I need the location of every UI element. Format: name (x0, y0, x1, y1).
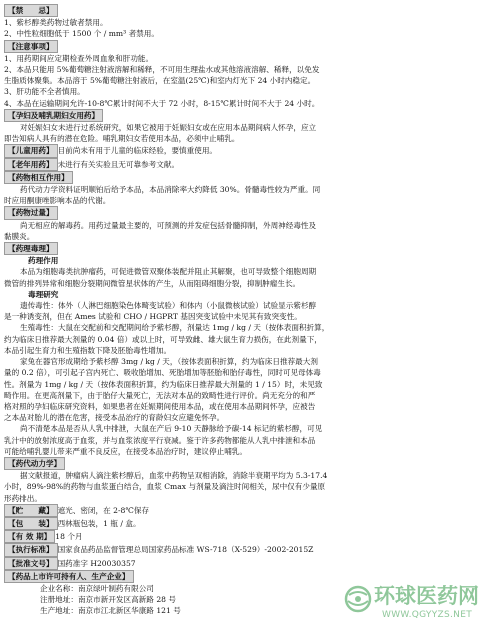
package-text: 西林瓶包装，1 瓶 / 盒。 (57, 518, 141, 528)
precautions-line: 4、本品在运输期间允许-10-8℃累计时间不大于 72 小时，8-15℃累计时间不大于 24 小时。 (4, 98, 320, 108)
validity-text: 18 个月 (55, 532, 83, 542)
precautions-heading: 【注意事项】 (4, 40, 58, 53)
contraindications-heading: 【禁 忌】 (4, 4, 58, 17)
pediatric-text: 目前尚未有用于儿童的临床经验，要慎重使用。 (57, 146, 218, 156)
geriatric-heading: 【老年用药】 (4, 158, 58, 171)
toxicology-line: 家兔在器官形成期给予紫杉醇 3mg / kg / 天，（按体表面积折算，约为临床日推荐最大剂 (20, 357, 318, 367)
toxicology-line: 尚不清楚本品是否从人乳中排泄，大鼠在产后 9-10 天静脉给予碳-14 标记的紫杉醇，可见 (20, 424, 323, 434)
toxicology-line: 之本品对胎儿的潜在危害，接受本品治疗的育龄妇女应避免怀孕。 (4, 413, 225, 423)
pregnancy-line: 即告知病人具有的潜在危险。哺乳期妇女若使用本品，必须中止哺乳。 (4, 134, 240, 144)
overdose-heading: 【药物过量】 (4, 206, 58, 219)
toxicology-line: 性。剂量为 1mg / kg / 天（按体表面积折算，约为临床日推荐最大剂量的 1 / 15）时，未见致 (4, 379, 323, 389)
pharmacology-heading: 【药理毒理】 (4, 242, 58, 255)
holder-heading: 【药品上市许可持有人、生产企业】 (4, 570, 134, 583)
watermark-title: 环球医药网 (374, 584, 479, 608)
toxicology-title: 毒理研究 (28, 289, 59, 299)
toxicology-line: 量的 0.2 倍），可引起子宫内死亡、吸收胎增加、死胎增加等胚胎和胎仔毒性，同时可见母体毒 (4, 368, 321, 378)
globe-logo-icon (344, 585, 372, 613)
toxicology-line: 本品引起生育力和生殖指数下降及胚胎毒性增加。 (4, 345, 172, 355)
standard-heading: 【执行标准】 (4, 543, 58, 556)
pregnancy-line: 对妊娠妇女未进行过系统研究，如果它被用于妊娠妇女或在应用本品期间病人怀孕，应立 (20, 123, 317, 133)
pharmacokinetics-heading: 【药代动力学】 (4, 457, 65, 470)
drug-insert-document (4, 4, 496, 627)
toxicology-line: 可能给哺乳婴儿带来严重不良反应，在接受本品治疗时，建议停止哺乳。 (4, 446, 247, 456)
geriatric-text: 未进行有关实验且无可靠参考文献。 (57, 159, 180, 169)
holder-production-address: 生产地址：南京市江北新区华康路 121 号 (40, 606, 181, 616)
pharmacokinetics-line: 据文献报道，肿瘤病人滴注紫杉醇后，血浆中药物呈双相消除，消除半衰期平均为 5.3-17.4 (20, 471, 328, 481)
validity-heading: 【有 效 期】 (4, 530, 55, 543)
storage-text: 遮光、密闭，在 2-8℃保存 (57, 505, 150, 515)
storage-heading: 【贮 藏】 (4, 504, 58, 517)
toxicology-line: 遗传毒性：体外（人淋巴细胞染色体畸变试验）和体内（小鼠微核试验）试验显示紫杉醇 (20, 301, 317, 311)
toxicology-line: 畸作用。在更高剂量下，由于胎仔大量死亡，无法对本品的致畸性进行评价。尚无充分的和严 (4, 390, 316, 400)
pharmacology-action-line: 微管的排列异常和细胞分裂期间微管星状体的产生，从而阻碍细胞分裂，抑制肿瘤生长。 (4, 278, 301, 288)
overdose-line: 黏膜炎。 (4, 231, 35, 241)
holder-registered-address: 注册地址：南京市新开发区高新路 28 号 (40, 595, 176, 605)
holder-company-line: 企业名称：南京绿叶制药有限公司 (40, 583, 154, 593)
toxicology-line: 约为临床日推荐最大剂量的 0.04 倍）或以上时，可导致雌、雄大鼠生育力损伤，在此剂量下， (4, 334, 322, 344)
approval-heading: 【批准文号】 (4, 557, 58, 570)
precautions-line: 1、用药期间应定期检查外周血象和肝功能。 (4, 53, 154, 63)
contraindications-line: 1、紫杉醇类药物过敏者禁用。 (4, 18, 108, 28)
package-heading: 【包 装】 (4, 517, 58, 530)
interactions-line: 药代动力学资料证明顺铂后给予本品，本品消除率大约降低 30%。骨髓毒性较为严重。同 (20, 185, 321, 195)
interactions-heading: 【药物相互作用】 (4, 171, 73, 184)
pharmacology-action-title: 药理作用 (28, 256, 59, 266)
watermark-url: WWW.QGYYZS.NET (382, 610, 472, 620)
contraindications-line: 2、中性粒细胞低于 1500 个 / mm³ 者禁用。 (4, 29, 159, 39)
toxicology-line: 生殖毒性：大鼠在交配前和交配期间给予紫杉醇，剂量达 1mg / kg / 天（按体表面积折算， (20, 323, 330, 333)
approval-text: 国药准字 H20030357 (57, 558, 136, 568)
pediatric-heading: 【儿童用药】 (4, 144, 58, 157)
precautions-line: 生脂质体聚集。本品溶于 5%葡萄糖注射液后，在室温(25℃)和室内灯光下 24 小时内稳定。 (4, 76, 316, 86)
standard-text: 国家食品药品监督管理总局国家药品标准 WS-718（X-529）-2002-2015Z (57, 545, 314, 555)
toxicology-line: 格对照的孕妇临床研究资料，如果患者在妊娠期间使用本品，或在使用本品期间怀孕，应被告 (4, 401, 316, 411)
precautions-line: 3、肝功能不全者慎用。 (4, 87, 85, 97)
pregnancy-heading: 【孕妇及哺乳期妇女用药】 (4, 109, 103, 122)
toxicology-line: 是一种诱变剂，但在 Ames 试验和 CHO / HGPRT 基因突变试验中未见其有致突变性。 (4, 312, 302, 322)
precautions-line: 2、本品只能用 5%葡萄糖注射液溶解和稀释，不可用生理盐水或其他溶液溶解、稀释，以免发 (4, 65, 320, 75)
overdose-line: 尚无相应的解毒药。用药过量最主要的，可预测的并发症包括骨髓抑制，外周神经毒性及 (20, 220, 317, 230)
pharmacology-action-line: 本品为细胞毒类抗肿瘤药，可促进微管双聚体装配并阻止其解聚，也可导致整个细胞周期 (20, 267, 317, 277)
pharmacokinetics-line: 小时，89%-98%的药物与血浆蛋白结合，血浆 Cmax 与剂量及滴注时间相关，尿中仅有少量原 (4, 482, 326, 492)
watermark (344, 583, 494, 625)
interactions-line: 时应用酮康唑影响本品的代谢。 (4, 196, 111, 206)
toxicology-line: 乳汁中的放射浓度高于血浆，并与血浆浓度平行衰减。鉴于许多药物都能从人乳中排泄和本品 (4, 435, 316, 445)
pharmacokinetics-line: 形药排出。 (4, 493, 42, 503)
